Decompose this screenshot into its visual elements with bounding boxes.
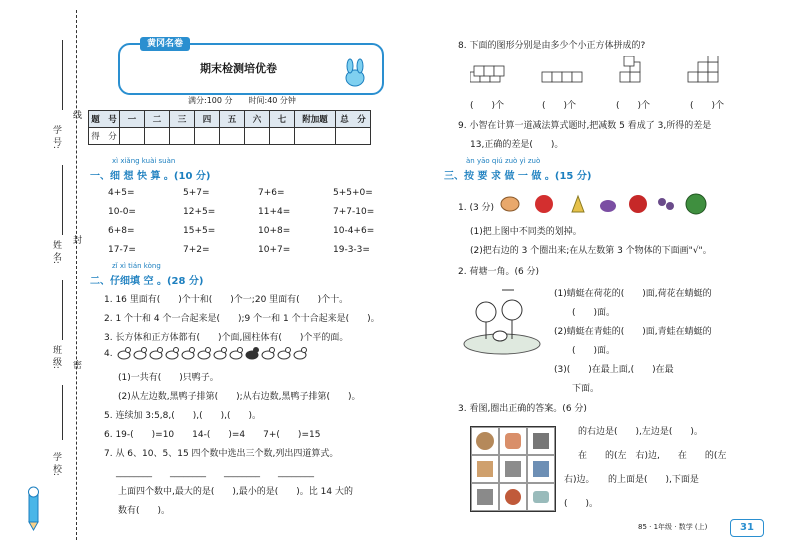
cube-shape xyxy=(474,66,484,76)
toy-robot-icon xyxy=(477,489,493,505)
s3-question-2-1b: ( )面。 xyxy=(572,308,616,318)
cube-shape xyxy=(542,72,552,82)
ball-icon xyxy=(505,489,521,505)
book-icon xyxy=(533,461,549,477)
sweet-potato-icon xyxy=(501,197,519,211)
frog-icon xyxy=(493,331,507,341)
section3-title: 三、按 要 求 做 一 做 。(15 分) xyxy=(444,171,592,182)
cube-shape xyxy=(688,72,698,82)
calc: 6+8= xyxy=(108,226,135,236)
apple-icon xyxy=(535,195,553,213)
question-9b: 13,正确的差是( )。 xyxy=(470,140,564,150)
s3-question-3c: 右)边。 的上面是( ),下面是 xyxy=(564,475,699,485)
score-table-header xyxy=(89,111,371,128)
cut-mark-3: 密 xyxy=(71,360,81,369)
question-8: 8. 下面的图形分别是由多少个小正方体拼成的? xyxy=(458,41,646,51)
cube-shape xyxy=(620,72,630,82)
cube-shape xyxy=(562,72,572,82)
s3-question-2-3b: 下面。 xyxy=(572,384,600,394)
header-cell: 六 xyxy=(245,111,270,128)
section1-title: 一、细 想 快 算 。(10 分) xyxy=(90,171,211,182)
ducks-row xyxy=(116,345,326,361)
score-cell[interactable] xyxy=(195,128,220,145)
header-cell: 七 xyxy=(270,111,295,128)
s3-question-2-1a: (1)蜻蜓在荷花的( )面,荷花在蜻蜓的 xyxy=(554,289,712,299)
cut-mark-2: 封 xyxy=(71,235,81,244)
calc: 10+7= xyxy=(258,245,291,255)
cube-shape xyxy=(708,72,718,82)
cube-answer-1: ( )个 xyxy=(470,101,505,111)
question-7c: 数有( )。 xyxy=(118,506,171,516)
calc: 4+5= xyxy=(108,188,135,198)
student-id-label: 学 号: xyxy=(51,125,61,149)
page-number: 31 xyxy=(730,519,764,537)
calc: 17-7= xyxy=(108,245,136,255)
question-4a: (1)一共有( )只鸭子。 xyxy=(118,373,219,383)
question-7: 7. 从 6、10、5、15 四个数中选出三个数,列出四道算式。 xyxy=(104,449,339,459)
question-3: 3. 长方体和正方体都有( )个面,圆柱体有( )个平的面。 xyxy=(104,333,349,343)
strawberry-icon xyxy=(629,195,647,213)
section1-pinyin: xì xiǎng kuài suàn xyxy=(112,157,176,165)
objects-row xyxy=(500,192,720,216)
score-cell[interactable] xyxy=(220,128,245,145)
grape-icon xyxy=(658,198,666,206)
header-cell: 三 xyxy=(170,111,195,128)
s3-question-2-2b: ( )面。 xyxy=(572,346,616,356)
calc: 12+5= xyxy=(183,207,216,217)
s3-question-1a: (1)把上图中不同类的划掉。 xyxy=(470,227,582,237)
school-label: 学 校: xyxy=(51,452,61,476)
calc: 5+5+0= xyxy=(333,188,373,198)
header-cell: 五 xyxy=(220,111,245,128)
doll-icon xyxy=(505,433,521,449)
bunny-mascot-icon xyxy=(340,58,370,88)
row-label: 得 分 xyxy=(89,128,120,145)
mascot-pencil-icon xyxy=(20,486,46,532)
duck-icon xyxy=(222,348,227,353)
score-cell[interactable] xyxy=(245,128,270,145)
cube-shape xyxy=(624,56,634,66)
question-4-label: 4. xyxy=(104,349,113,359)
calc: 19-3-3= xyxy=(333,245,370,255)
watermelon-icon xyxy=(686,194,706,214)
bear-icon xyxy=(476,432,494,450)
score-cell[interactable] xyxy=(120,128,145,145)
cube-shape xyxy=(494,66,504,76)
calc: 7+7-10= xyxy=(333,207,375,217)
duck-icon xyxy=(286,348,291,353)
question-9a: 9. 小智在计算一道减法算式题时,把减数 5 看成了 3,所得的差是 xyxy=(458,121,712,131)
name-line xyxy=(62,165,63,235)
score-cell[interactable] xyxy=(170,128,195,145)
duck-icon xyxy=(206,348,211,353)
s3-question-1-label: 1. (3 分) xyxy=(458,203,495,213)
s3-question-3a: 的右边是( ),左边是( )。 xyxy=(578,427,703,437)
calc: 11+4= xyxy=(258,207,291,217)
duck-icon xyxy=(190,348,195,353)
s3-question-1b: (2)把右边的 3 个圈出来;在从左数第 3 个物体的下面画"√"。 xyxy=(470,246,712,256)
cube-answer-4: ( )个 xyxy=(690,101,725,111)
duck-icon xyxy=(238,348,243,353)
cube-shape xyxy=(708,62,718,72)
girl-icon xyxy=(477,461,493,477)
cube-answer-3: ( )个 xyxy=(616,101,651,111)
lotus-pond-illustration xyxy=(462,284,542,356)
header-cell: 一 xyxy=(120,111,145,128)
school-line xyxy=(62,385,63,440)
s3-question-3-label: 3. 看图,圈出正确的答案。(6 分) xyxy=(458,404,587,414)
eggplant-icon xyxy=(600,200,616,212)
question-1: 1. 16 里面有( )个十和( )个一;20 里面有( )个十。 xyxy=(104,295,349,305)
calc: 10-0= xyxy=(108,207,136,217)
calc: 10+8= xyxy=(258,226,291,236)
cube-figures xyxy=(470,56,770,92)
pineapple-icon xyxy=(572,196,584,212)
class-label: 班 级: xyxy=(51,345,61,369)
calc: 5+7= xyxy=(183,188,210,198)
duck-icon xyxy=(126,348,131,353)
robot-icon xyxy=(505,461,521,477)
s3-question-2-label: 2. 荷塘一角。(6 分) xyxy=(458,267,540,277)
section2-pinyin: zǐ xì tián kòng xyxy=(112,262,161,270)
lotus-leaf-icon xyxy=(476,302,496,322)
section2-title: 二、仔细填 空 。(28 分) xyxy=(90,276,204,287)
class-line xyxy=(62,280,63,340)
cube-shape xyxy=(572,72,582,82)
cube-shape xyxy=(708,56,718,62)
phone-icon xyxy=(533,433,549,449)
section3-pinyin: àn yāo qiú zuò yì zuò xyxy=(466,157,541,165)
brand-logo: 黄冈名卷 xyxy=(140,37,190,51)
cube-shape xyxy=(698,62,708,72)
name-label: 姓 名: xyxy=(51,240,61,264)
s3-question-2-3a: (3)( )在最上面,( )在最 xyxy=(554,365,674,375)
question-7-blanks[interactable]: ________ ________ ________ ________ xyxy=(116,468,315,478)
score-cell[interactable] xyxy=(336,128,371,145)
cube-shape xyxy=(630,72,640,82)
s3-question-2-2a: (2)蜻蜓在青蛙的( )面,青蛙在蜻蜓的 xyxy=(554,327,712,337)
header-cell: 四 xyxy=(195,111,220,128)
duck-icon xyxy=(174,348,179,353)
question-7b: 上面四个数中,最大的是( ),最小的是( )。比 14 大的 xyxy=(118,487,353,497)
car-icon xyxy=(533,491,549,503)
score-table xyxy=(88,110,371,145)
calc: 10-4+6= xyxy=(333,226,375,236)
header-cell: 二 xyxy=(145,111,170,128)
s3-question-3d: ( )。 xyxy=(564,499,599,509)
score-cell[interactable] xyxy=(145,128,170,145)
header-cell: 题 号 xyxy=(89,111,120,128)
footer-series: 85 · 1年级 · 数学 (上) xyxy=(638,523,708,531)
grape-icon xyxy=(666,202,674,210)
duck-icon xyxy=(158,348,163,353)
calc: 7+6= xyxy=(258,188,285,198)
exam-info xyxy=(188,95,296,106)
cube-shape xyxy=(698,72,708,82)
header-cell: 总 分 xyxy=(336,111,371,128)
duck-icon xyxy=(142,348,147,353)
exam-time: 时间:40 分钟 xyxy=(248,96,296,105)
question-4b: (2)从左边数,黑鸭子排第( );从右边数,黑鸭子排第( )。 xyxy=(118,392,361,402)
cube-shape xyxy=(552,72,562,82)
cube-answer-2: ( )个 xyxy=(542,101,577,111)
calc: 15+5= xyxy=(183,226,216,236)
question-2: 2. 1 个十和 4 个一合起来是( );9 个一和 1 个十合起来是( )。 xyxy=(104,314,380,324)
score-cell[interactable] xyxy=(270,128,295,145)
score-table-row xyxy=(89,128,371,145)
page-title: 期末检测培优卷 xyxy=(200,62,277,75)
cut-mark-1: 线 xyxy=(71,110,81,119)
full-score: 满分:100 分 xyxy=(188,96,233,105)
score-cell[interactable] xyxy=(295,128,336,145)
calc: 7+2= xyxy=(183,245,210,255)
duck-icon xyxy=(302,348,307,353)
student-id-line xyxy=(62,40,63,110)
question-5: 5. 连续加 3:5,8,( ),( ),( )。 xyxy=(104,411,262,421)
header-cell: 附加题 xyxy=(295,111,336,128)
s3-question-3b: 在 的(左 右)边, 在 的(左 xyxy=(578,451,727,461)
toy-grid xyxy=(470,426,556,512)
question-6: 6. 19-( )=10 14-( )=4 7+( )=15 xyxy=(104,430,321,440)
black-duck-icon xyxy=(254,348,259,353)
duck-icon xyxy=(270,348,275,353)
lotus-flower-icon xyxy=(502,300,522,320)
cut-line xyxy=(76,10,77,540)
cube-shape xyxy=(484,66,494,76)
